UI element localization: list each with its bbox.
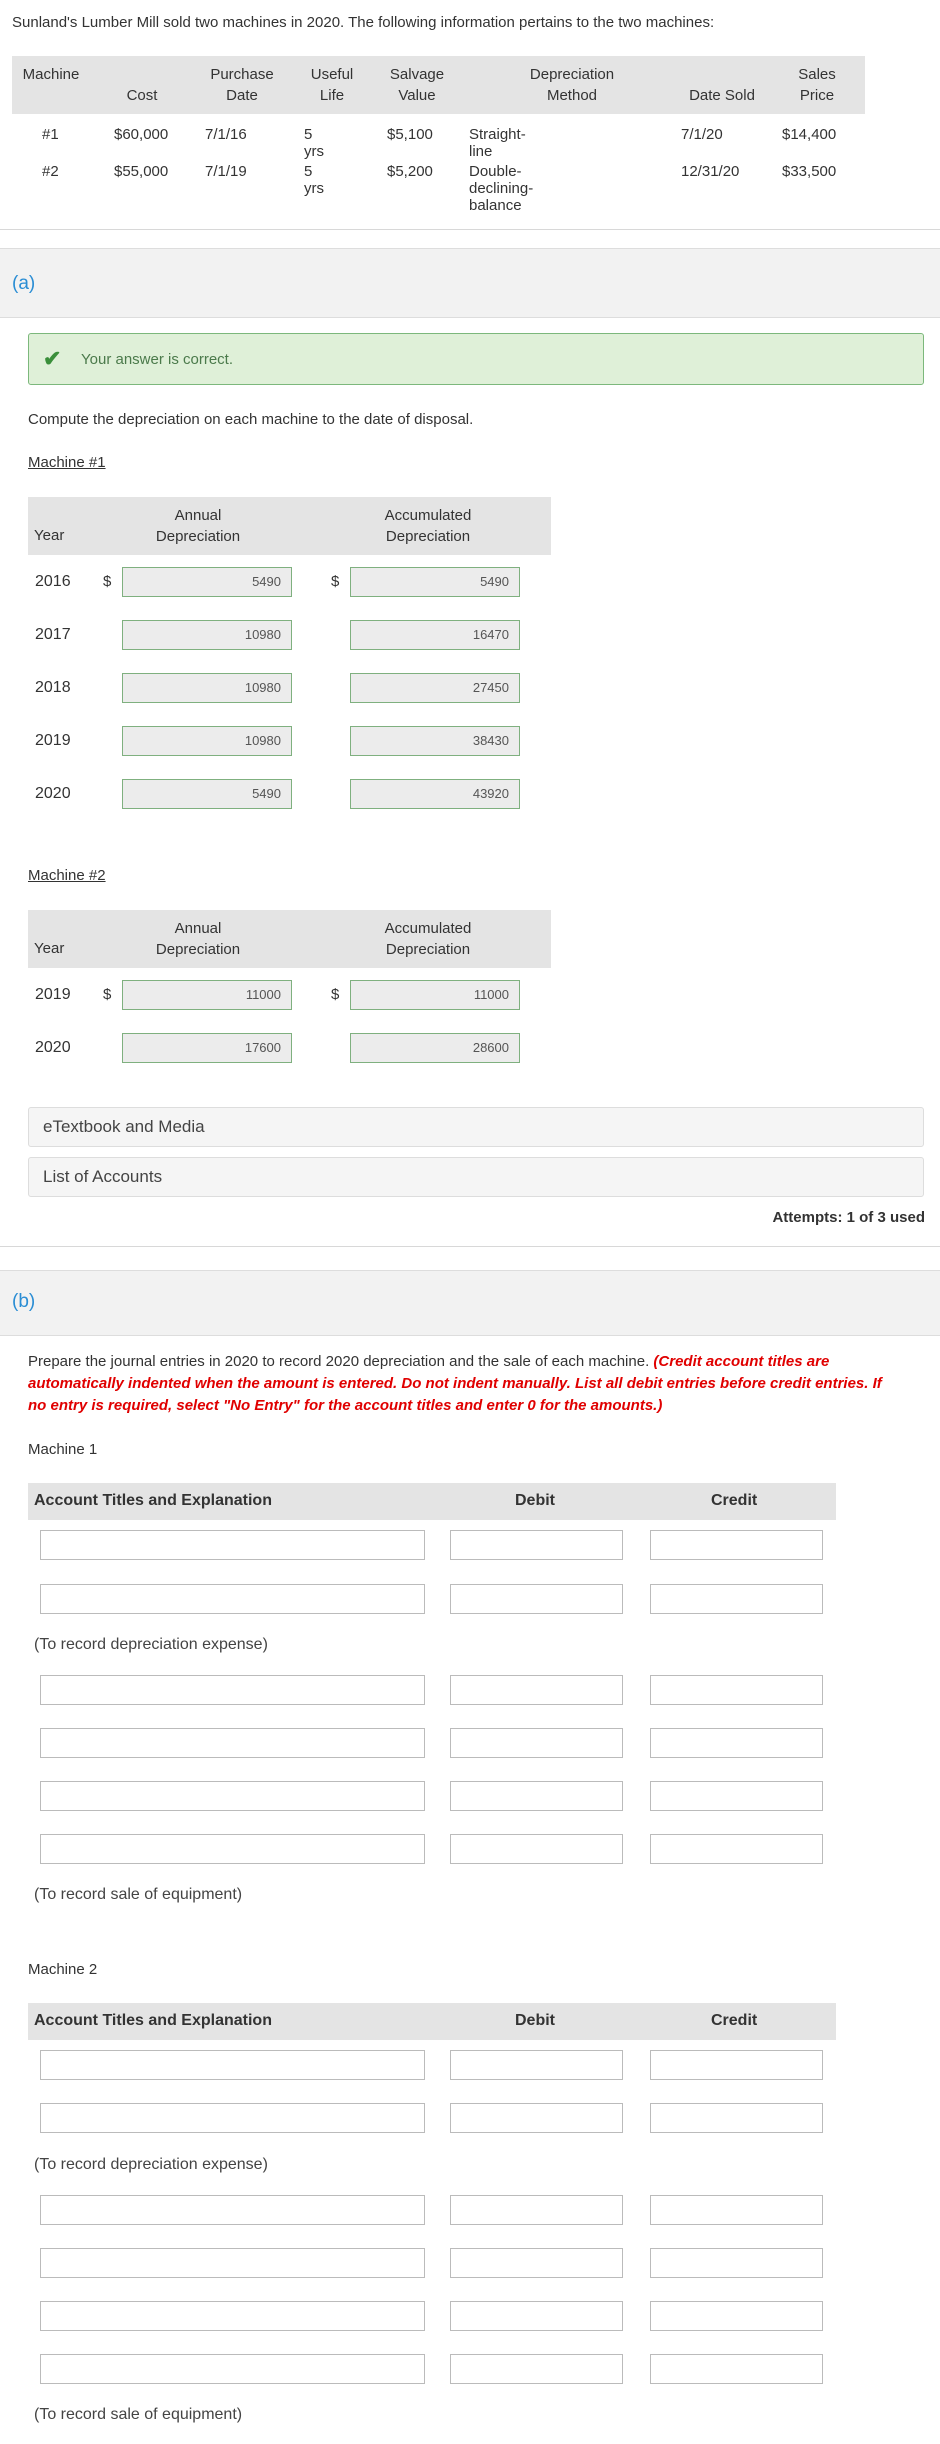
col-account-titles: Account Titles and Explanation: [34, 2012, 272, 2029]
cost: $60,000: [114, 126, 169, 143]
accumulated-depreciation-input[interactable]: 16470: [350, 620, 520, 650]
debit-input[interactable]: [450, 2195, 623, 2225]
instructions-main: Prepare the journal entries in 2020 to record 2020 depreciation and the sale of each machine.: [28, 1353, 654, 1370]
part-b-label: (b): [12, 1291, 36, 1312]
machine-1-label: Machine 1: [28, 1441, 98, 1458]
part-b-instructions: [28, 1351, 888, 1417]
credit-input[interactable]: [650, 1834, 823, 1864]
col-debit: Debit: [515, 1492, 555, 1509]
correct-answer-banner: [28, 333, 924, 385]
journal-1-header: [28, 1483, 836, 1520]
salvage-value: $5,200: [387, 163, 433, 180]
status-message: Your answer is correct.: [81, 351, 234, 368]
accumulated-depreciation-input[interactable]: 11000: [350, 980, 520, 1010]
instructions-note: (Credit account titles are automatically indented when the amount is entered. Do not indent manually. List all debit entries before credit entries. If no entry is required, select "No Entry" for the account titles and enter 0 for the amounts.): [28, 1353, 882, 1414]
accumulated-depreciation-input[interactable]: 38430: [350, 726, 520, 756]
accounts-label: List of Accounts: [43, 1167, 163, 1186]
col-machine: Machine: [22, 66, 80, 83]
year-label: 2017: [35, 626, 71, 643]
account-title-input[interactable]: [40, 2050, 425, 2080]
credit-input[interactable]: [650, 2248, 823, 2278]
col-annual-depreciation: Annual Depreciation: [155, 507, 241, 545]
col-year: Year: [34, 527, 65, 544]
debit-input[interactable]: [450, 2050, 623, 2080]
year-label: 2019: [35, 732, 71, 749]
col-useful-life: Useful Life: [310, 66, 354, 104]
account-title-input[interactable]: [40, 2301, 425, 2331]
debit-input[interactable]: [450, 2301, 623, 2331]
account-title-input[interactable]: [40, 1781, 425, 1811]
part-a-header: [0, 248, 940, 318]
year-label: 2018: [35, 679, 71, 696]
annual-depreciation-input[interactable]: 10980: [122, 726, 292, 756]
debit-input[interactable]: [450, 2354, 623, 2384]
account-title-input[interactable]: [40, 2103, 425, 2133]
divider: [0, 229, 940, 230]
attempts-counter: Attempts: 1 of 3 used: [772, 1209, 925, 1226]
annual-depreciation-input[interactable]: 10980: [122, 673, 292, 703]
currency-sign: $: [331, 573, 340, 590]
part-a-label: (a): [12, 273, 36, 294]
account-title-input[interactable]: [40, 2354, 425, 2384]
account-title-input[interactable]: [40, 1834, 425, 1864]
annual-depreciation-input[interactable]: 10980: [122, 620, 292, 650]
credit-input[interactable]: [650, 2354, 823, 2384]
annual-depreciation-input[interactable]: 5490: [122, 567, 292, 597]
annual-depreciation-input[interactable]: 11000: [122, 980, 292, 1010]
intro-text: Sunland's Lumber Mill sold two machines in 2020. The following information pertains to the two machines:: [12, 14, 715, 31]
col-cost: Cost: [126, 87, 158, 104]
annual-depreciation-input[interactable]: 17600: [122, 1033, 292, 1063]
machine-2-table-header: [28, 910, 551, 968]
debit-input[interactable]: [450, 2248, 623, 2278]
currency-sign: $: [103, 573, 112, 590]
col-year: Year: [34, 940, 65, 957]
col-credit: Credit: [711, 2012, 758, 2029]
account-title-input[interactable]: [40, 1675, 425, 1705]
sales-price: $33,500: [782, 163, 837, 180]
year-label: 2020: [35, 785, 71, 802]
depreciation-entry-note: (To record depreciation expense): [34, 1636, 268, 1653]
year-label: 2019: [35, 986, 71, 1003]
col-credit: Credit: [711, 1492, 758, 1509]
col-accumulated-depreciation: Accumulated Depreciation: [384, 920, 472, 958]
accumulated-depreciation-input[interactable]: 5490: [350, 567, 520, 597]
col-salvage-value: Salvage Value: [389, 66, 445, 104]
credit-input[interactable]: [650, 2050, 823, 2080]
account-title-input[interactable]: [40, 1530, 425, 1560]
col-depreciation-method: Depreciation Method: [529, 66, 615, 104]
debit-input[interactable]: [450, 1728, 623, 1758]
date-sold: 7/1/20: [681, 126, 723, 143]
accumulated-depreciation-input[interactable]: 27450: [350, 673, 520, 703]
credit-input[interactable]: [650, 1728, 823, 1758]
accumulated-depreciation-input[interactable]: 28600: [350, 1033, 520, 1063]
cost: $55,000: [114, 163, 169, 180]
currency-sign: $: [103, 986, 112, 1003]
account-title-input[interactable]: [40, 1584, 425, 1614]
checkmark-icon: ✔: [43, 346, 62, 371]
accumulated-depreciation-input[interactable]: 43920: [350, 779, 520, 809]
col-date-sold: Date Sold: [689, 87, 755, 104]
credit-input[interactable]: [650, 1781, 823, 1811]
part-a-prompt: Compute the depreciation on each machine to the date of disposal.: [28, 411, 474, 428]
col-purchase-date: Purchase Date: [210, 66, 274, 104]
annual-depreciation-input[interactable]: 5490: [122, 779, 292, 809]
year-label: 2020: [35, 1039, 71, 1056]
debit-input[interactable]: [450, 1781, 623, 1811]
account-title-input[interactable]: [40, 2195, 425, 2225]
useful-life: 5 yrs: [304, 163, 324, 197]
year-label: 2016: [35, 573, 71, 590]
purchase-date: 7/1/16: [205, 126, 247, 143]
debit-input[interactable]: [450, 1834, 623, 1864]
depreciation-method: Straight-line: [469, 126, 526, 160]
debit-input[interactable]: [450, 2103, 623, 2133]
part-b-header: [0, 1270, 940, 1336]
account-title-input[interactable]: [40, 1728, 425, 1758]
date-sold: 12/31/20: [681, 163, 740, 180]
col-account-titles: Account Titles and Explanation: [34, 1492, 272, 1509]
credit-input[interactable]: [650, 1530, 823, 1560]
journal-2-header: [28, 2003, 836, 2040]
depreciation-method: Double-declining-balance: [469, 163, 534, 214]
machine-2-label: Machine 2: [28, 1961, 98, 1978]
currency-sign: $: [331, 986, 340, 1003]
credit-input[interactable]: [650, 1675, 823, 1705]
col-debit: Debit: [515, 2012, 555, 2029]
credit-input[interactable]: [650, 2195, 823, 2225]
credit-input[interactable]: [650, 1584, 823, 1614]
useful-life: 5 yrs: [304, 126, 324, 160]
col-accumulated-depreciation: Accumulated Depreciation: [384, 507, 472, 545]
list-of-accounts-link[interactable]: [28, 1157, 924, 1197]
account-title-input[interactable]: [40, 2248, 425, 2278]
etextbook-label: eTextbook and Media: [43, 1117, 205, 1136]
debit-input[interactable]: [450, 1584, 623, 1614]
salvage-value: $5,100: [387, 126, 433, 143]
sales-price: $14,400: [782, 126, 837, 143]
machine-2-title: Machine #2: [28, 867, 106, 884]
credit-input[interactable]: [650, 2301, 823, 2331]
col-sales-price: Sales Price: [798, 66, 836, 104]
machine-id: #1: [42, 126, 59, 143]
machine-id: #2: [42, 163, 59, 180]
depreciation-entry-note: (To record depreciation expense): [34, 2156, 268, 2173]
machine-1-table-header: [28, 497, 551, 555]
debit-input[interactable]: [450, 1530, 623, 1560]
machine-1-title: Machine #1: [28, 454, 106, 471]
purchase-date: 7/1/19: [205, 163, 247, 180]
credit-input[interactable]: [650, 2103, 823, 2133]
debit-input[interactable]: [450, 1675, 623, 1705]
sale-entry-note: (To record sale of equipment): [34, 1886, 243, 1903]
sale-entry-note: (To record sale of equipment): [34, 2406, 243, 2423]
col-annual-depreciation: Annual Depreciation: [155, 920, 241, 958]
divider: [0, 1246, 940, 1247]
etextbook-media-link[interactable]: [28, 1107, 924, 1147]
